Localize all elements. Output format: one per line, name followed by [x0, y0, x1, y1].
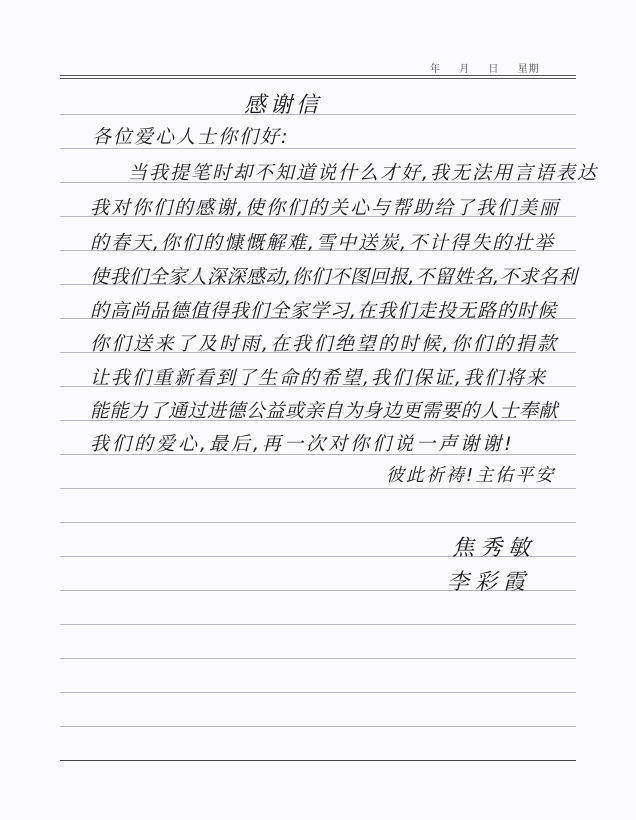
letter-body-line: 的高尚品德值得我们全家学习,在我们走投无路的时候	[90, 300, 558, 322]
letter-body-line: 我对你们的感谢,使你们的关心与帮助给了我们美丽	[90, 197, 561, 219]
letter-body-line: 让我们重新看到了生命的希望,我们保证,我们将来	[90, 367, 548, 389]
header-rule-bottom	[60, 78, 576, 79]
date-day-label: 日	[488, 64, 500, 75]
letter-body-line: 当我提笔时却不知道说什么才好,我无法用言语表达	[128, 162, 599, 184]
letter-closing: 彼此祈祷!主佑平安	[386, 465, 556, 486]
letter-body-line: 能能力了通过进德公益或亲自为身边更需要的人士奉献	[90, 400, 559, 422]
date-month-label: 月	[459, 64, 471, 75]
footer-rule	[60, 760, 576, 761]
header-rule-top	[60, 75, 576, 76]
letter-body-line: 使我们全家人深深感动,你们不图回报,不留姓名,不求名利	[90, 266, 578, 288]
ruled-line	[60, 488, 576, 489]
date-header	[430, 60, 554, 75]
signature-2: 李彩霞	[447, 570, 532, 595]
letter-greeting: 各位爱心人士你们好:	[92, 126, 290, 148]
letter-body-line: 我们的爱心,最后,再一次对你们说一声谢谢!	[90, 433, 515, 455]
letter-title: 感谢信	[244, 93, 323, 118]
ruled-line	[60, 522, 576, 523]
date-year-label: 年	[430, 64, 441, 75]
signature-1: 焦秀敏	[452, 536, 537, 561]
ruled-line	[60, 726, 576, 727]
date-weekday-label: 星期	[517, 64, 540, 75]
letter-body-line: 你们送来了及时雨,在我们绝望的时候,你们的捐款	[90, 333, 559, 355]
ruled-line	[60, 658, 576, 659]
letter-body-line: 的春天,你们的慷慨解难,雪中送炭,不计得失的壮举	[90, 232, 556, 254]
ruled-line	[60, 692, 576, 693]
ruled-line	[60, 624, 576, 625]
